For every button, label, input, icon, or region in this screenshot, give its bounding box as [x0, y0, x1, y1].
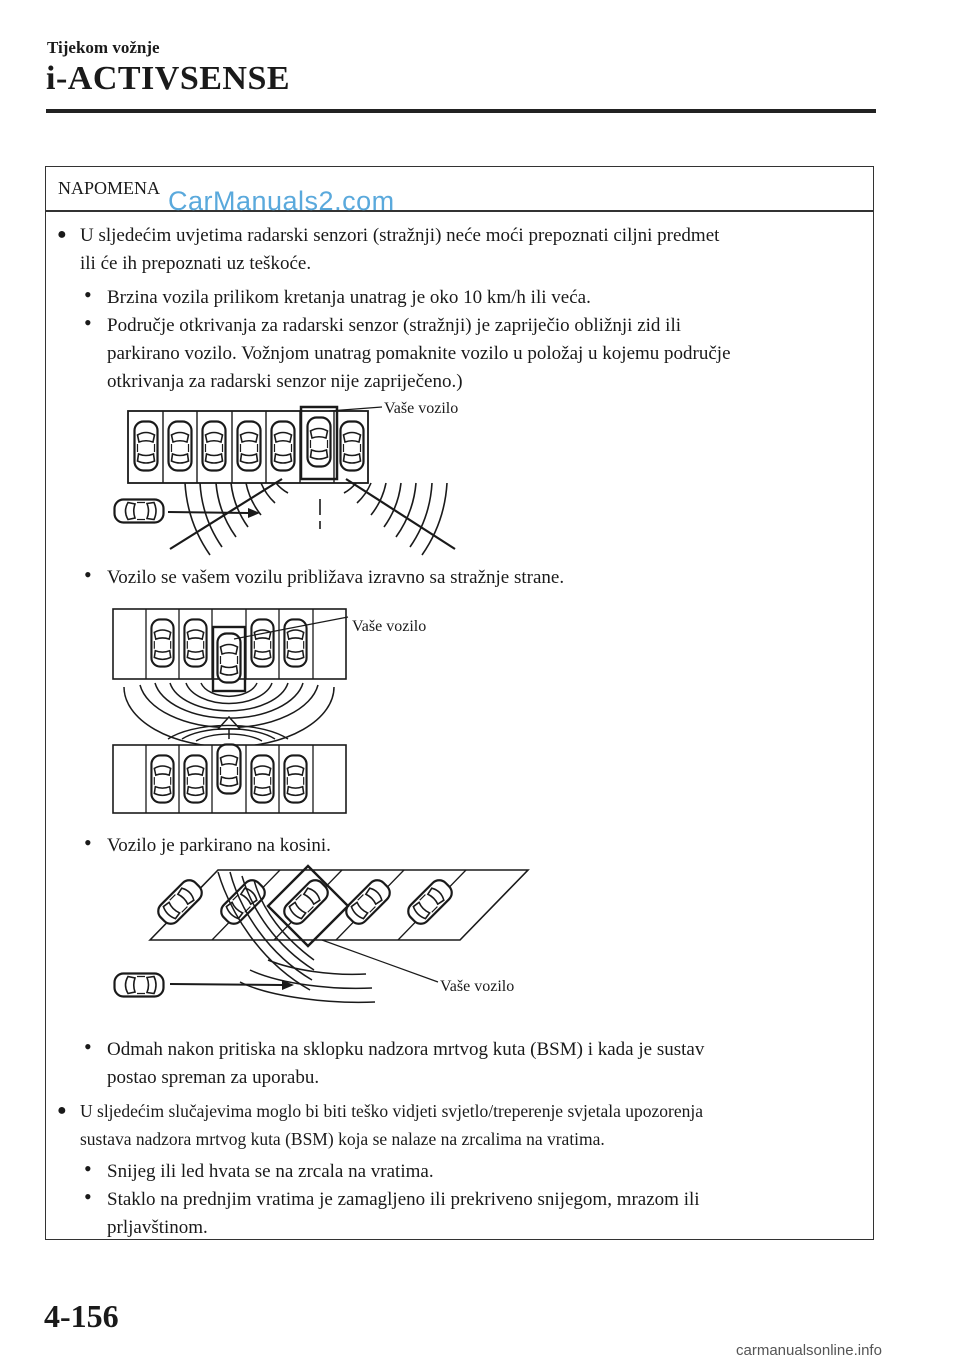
paragraph-1-line-1: U sljedećim uvjetima radarski senzori (stražnji) neće moći prepoznati ciljni predmet: [80, 225, 720, 246]
bullet-1-line-1: Brzina vozila prilikom kretanja unatrag je oko 10 km/h ili veća.: [107, 287, 591, 308]
bullet-6-line-1: Snijeg ili led hvata se na zrcala na vratima.: [107, 1161, 434, 1182]
bullet-marker: •: [84, 562, 92, 587]
paragraph-dot-2: ●: [57, 1102, 67, 1119]
figure-1-label: Vaše vozilo: [384, 400, 459, 417]
watermark-text: CarManuals2.com: [168, 186, 395, 216]
bullet-2-line-2: parkirano vozilo. Vožnjom unatrag pomaknite vozilo u položaj u kojemu područje: [107, 343, 731, 364]
paragraph-2-line-1: U sljedećim slučajevima moglo bi biti teško vidjeti svjetlo/treperenje svjetala upozorenja: [80, 1101, 704, 1121]
bullet-marker: •: [84, 282, 92, 307]
bullet-marker: •: [84, 830, 92, 855]
figure-3-label: Vaše vozilo: [440, 978, 515, 995]
paragraph-2-line-2: sustava nadzora mrtvog kuta (BSM) koja se nalaze na zrcalima na vratima.: [80, 1129, 605, 1149]
note-title: NAPOMENA: [58, 178, 161, 198]
bullet-7-line-2: prljavštinom.: [107, 1217, 208, 1238]
bullet-3-line-1: Vozilo se vašem vozilu približava izravno sa stražnje strane.: [107, 567, 565, 588]
figure-reversing-blocked: [100, 395, 490, 557]
figure-2-label: Vaše vozilo: [352, 618, 427, 635]
chapter-title: i-ACTIVSENSE: [46, 60, 291, 97]
paragraph-dot-1: ●: [57, 226, 67, 243]
bullet-5-line-1: Odmah nakon pritiska na sklopku nadzora mrtvog kuta (BSM) i kada je sustav: [107, 1039, 705, 1060]
bullet-2-line-3: otkrivanja za radarski senzor nije zapriječeno.): [107, 371, 463, 392]
bullet-5-line-2: postao spreman za uporabu.: [107, 1067, 320, 1088]
figure-angled-parking: [100, 862, 530, 1022]
bullet-4-line-1: Vozilo je parkirano na kosini.: [107, 835, 331, 856]
bullet-marker: •: [84, 1034, 92, 1059]
bullet-marker: •: [84, 1156, 92, 1181]
bullet-marker: •: [84, 310, 92, 335]
figure-approach-from-rear: [110, 603, 350, 815]
header-rule: [46, 109, 876, 113]
bullet-7-line-1: Staklo na prednjim vratima je zamagljeno ili prekriveno snijegom, mrazom ili: [107, 1189, 700, 1210]
source-site-text: carmanualsonline.info: [736, 1342, 882, 1359]
section-title: Tijekom vožnje: [47, 38, 160, 57]
bullet-2-line-1: Područje otkrivanja za radarski senzor (stražnji) je zapriječio obližnji zid ili: [107, 315, 681, 336]
paragraph-1-line-2: ili će ih prepoznati uz teškoće.: [80, 253, 312, 274]
page-number: 4-156: [44, 1298, 119, 1334]
bullet-marker: •: [84, 1184, 92, 1209]
